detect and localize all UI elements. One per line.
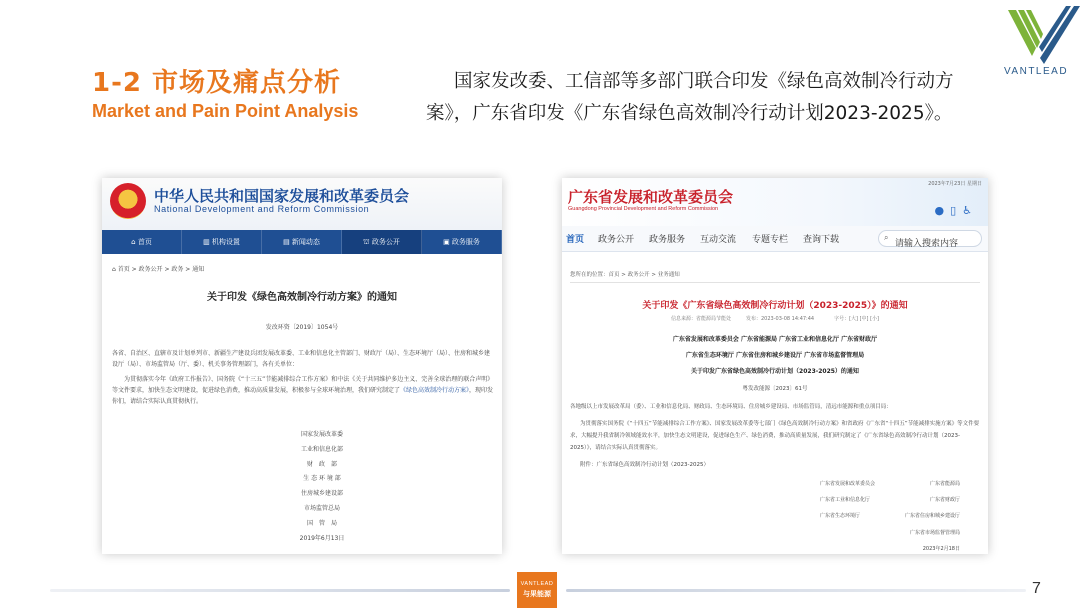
ndrc-signatories	[262, 428, 382, 546]
slide-title: 1-2 市场及痛点分析	[92, 68, 342, 98]
brand-name: VANTLEAD	[1004, 66, 1069, 77]
gd-breadcrumb: 您所在的位置：首页 > 政务公开 > 业务通知	[570, 272, 680, 278]
footer-line-right	[566, 589, 1026, 592]
gd-signatory: 广东省财政厅	[929, 497, 960, 504]
ndrc-nav-organization[interactable]: ▥ 机构设置	[182, 230, 262, 254]
ndrc-nav-bar	[102, 230, 502, 254]
ndrc-body-start: 为贯彻落实今年《政府工作报告》、国务院《“十三五”节能减排综合工作方案》和中法《关于共同维护多边主义、完善全球治理的联合声明》等文件要求，加快生态文明建设，促进绿色消费，推动高质量发展，积极参与全球环境治理，我们研究制定了	[112, 376, 494, 394]
ndrc-nav-home[interactable]: ⌂ 首页	[102, 230, 182, 254]
gd-header	[562, 178, 988, 226]
ndrc-nav-news[interactable]: ▤ 新闻动态	[262, 230, 342, 254]
gd-nav-government-affairs[interactable]: 政务公开	[598, 235, 635, 245]
ndrc-signatory: 生 态 环 境 部	[303, 475, 341, 483]
ndrc-signatory: 财 政 部	[306, 460, 337, 468]
ndrc-sign-date: 2019年6月13日	[299, 534, 345, 542]
ndrc-breadcrumb: ⌂ 首页 > 政务公开 > 政务 > 通知	[112, 266, 205, 273]
gd-attachment[interactable]: 附件：广东省绿色高效制冷行动计划（2023-2025）	[580, 462, 709, 468]
ndrc-body	[112, 374, 494, 407]
gd-signatory: 广东省市场监督管理局	[909, 529, 960, 536]
ndrc-signatory: 市场监管总局	[303, 504, 340, 512]
gd-header-icons	[934, 204, 978, 217]
ndrc-signatory: 工业和信息化部	[300, 445, 343, 453]
ndrc-header	[102, 178, 502, 230]
page-number: 7	[1032, 580, 1041, 597]
footer-line-left	[50, 589, 510, 592]
gd-search-placeholder: 请输入搜索内容	[895, 239, 959, 249]
gd-signatory: 广东省生态环境厅	[820, 513, 861, 520]
ndrc-signatory: 住房城乡建设部	[300, 490, 343, 498]
mobile-icon[interactable]: ▯	[950, 204, 963, 217]
gd-signatory: 广东省住房和城乡建设厅	[904, 513, 960, 520]
gd-org-name-en: Guangdong Provincial Development and Reform Commission	[568, 206, 719, 212]
slide-subtitle: Market and Pain Point Analysis	[92, 101, 359, 121]
gd-signatories	[820, 476, 960, 554]
gd-org-name: 广东省发展和改革委员会	[568, 188, 734, 206]
ndrc-org-name: 中华人民共和国国家发展和改革委员会	[154, 187, 410, 205]
gd-issuers-line: 广东省发展和改革委员会 广东省能源局 广东省工业和信息化厅 广东省财政厅	[672, 336, 878, 343]
gd-nav-topics[interactable]: 专题专栏	[752, 235, 789, 245]
gd-search-input[interactable]	[878, 230, 982, 247]
ndrc-signatory: 国 管 局	[306, 519, 337, 527]
gd-doc-meta: 信息来源：省能源局节能处 发布：2023-03-08 14:47:44 字号：[大] [中] [小]	[671, 316, 879, 322]
gd-body: 为贯彻落实国务院《“十四五”节能减排综合工作方案》、国家发展改革委等七部门《绿色高效制冷行动方案》和省政府《广东省“十四五”节能减排实施方案》等文件要求，大幅提升我省制冷领域能效水平，加快生态文明建设，促进绿色生产、绿色消费，推动高质量发展，我们研究制定了《广东省绿色高效制冷行动计划（2023-2025）》，请结合实际认真贯彻落实。	[570, 421, 980, 451]
gd-issuers-line: 关于印发广东省绿色高效制冷行动计划（2023-2025）的通知	[691, 368, 859, 375]
ndrc-body-end: ，现印发你们，请结合实际认真贯彻执行。	[112, 387, 494, 405]
gd-issuers-line: 广东省生态环境厅 广东省住房和城乡建设厅 广东省市场监督管理局	[685, 352, 865, 359]
slide-headline: 国家发改委、工信部等多部门联合印发《绿色高效制冷行动方案》，广东省印发《广东省绿色高效制冷行动计划2023-2025》。	[426, 71, 954, 124]
ndrc-notice-screenshot	[102, 178, 502, 554]
gd-nav-bar	[562, 226, 988, 252]
gd-signatory: 广东省工业和信息化厅	[820, 497, 871, 504]
gd-sign-date: 2023年2月18日	[922, 545, 960, 552]
gd-doc-number: 粤发改能源〔2023〕61号	[742, 386, 808, 392]
footer-badge-cn: 与果能源	[523, 590, 551, 598]
gd-nav-interaction[interactable]: 互动交流	[700, 235, 737, 245]
footer-badge-en: VANTLEAD	[520, 581, 554, 587]
gd-nav-downloads[interactable]: 查询下载	[803, 235, 840, 245]
gd-addressees: 各地级以上市发展改革局（委）、工业和信息化局、财政局、生态环境局、住房城乡建设局、市场监管局，清远市能源和重点项目局：	[570, 404, 892, 410]
ndrc-doc-title: 关于印发《绿色高效制冷行动方案》的通知	[207, 292, 397, 303]
gd-divider	[570, 282, 980, 283]
gd-signatory: 广东省发展和改革委员会	[820, 481, 876, 487]
gd-nav-home[interactable]: 首页	[566, 235, 585, 245]
ndrc-nav-services[interactable]: ▣ 政务服务	[422, 230, 502, 254]
search-icon: ⌕	[884, 233, 889, 242]
ndrc-doc-number: 发改环资〔2019〕1054号	[265, 324, 339, 331]
gd-doc-title: 关于印发《广东省绿色高效制冷行动计划（2023-2025）》的通知	[642, 301, 908, 311]
ndrc-signatory: 国家发展改革委	[300, 431, 343, 438]
ndrc-org-name-en: National Development and Reform Commission	[154, 204, 370, 214]
gd-notice-screenshot	[562, 178, 988, 554]
national-emblem-icon	[110, 183, 146, 219]
gd-top-date: 2023年7月23日 星期日	[928, 181, 982, 187]
ndrc-plan-link[interactable]: 《绿色高效制冷行动方案》	[400, 387, 470, 394]
ndrc-nav-government-affairs[interactable]: ⛫ 政务公开	[342, 230, 422, 254]
footer-logo-badge	[517, 572, 557, 608]
ndrc-addressees: 各省、自治区、直辖市及计划单列市、新疆生产建设兵团发展改革委、工业和信息化主管部门、财政厅（局）、生态环境厅（局）、住房和城乡建设厅（局）、市场监管局（厅、委）、机关事务管理部门，各有关单位：	[112, 350, 491, 368]
wechat-icon[interactable]: ●	[934, 204, 951, 217]
gd-nav-services[interactable]: 政务服务	[649, 235, 686, 245]
gd-signatory: 广东省能源局	[929, 481, 960, 487]
accessibility-icon[interactable]: ♿	[962, 204, 978, 217]
